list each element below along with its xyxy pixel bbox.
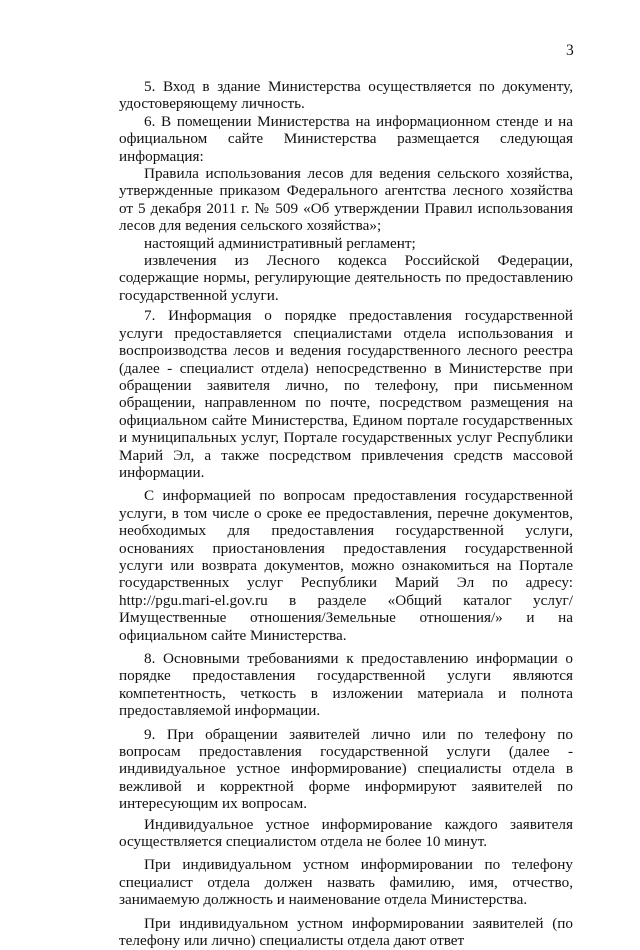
page-number: 3: [566, 42, 574, 59]
list-item-forest-code: извлечения из Лесного кодекса Российской Федерации, содержащие нормы, регулирующие деятельность по предоставлению государственной услуги.: [119, 252, 573, 304]
list-item-regulation: настоящий административный регламент;: [144, 234, 416, 252]
paragraph-5: 5. Вход в здание Министерства осуществляется по документу, удостоверяющему личность.: [119, 78, 573, 113]
paragraph-8: 8. Основными требованиями к предоставлению информации о порядке предоставления государственной услуги являются компетентность, четкость в изложении материала и полнота предоставляемой информации.: [119, 650, 573, 720]
paragraph-individual-time: Индивидуальное устное информирование каждого заявителя осуществляется специалистом отдела не более 10 минут.: [119, 815, 573, 851]
paragraph-portal-info: С информацией по вопросам предоставления государственной услуги, в том числе о сроке ее предоставления, перечне документов, необходимых для предоставления государственной услуги, основаниях приостановления предоставления государственной услуги или возврата документов, можно ознакомиться на Портале государственных услуг Республики Марий Эл по адресу: http://pgu.mari-el.gov.ru в разделе «Общий каталог услуг/Имущественные отношения/Земельные отношения/» и на официальном сайте Министерства.: [119, 487, 573, 644]
list-item-forest-rules: Правила использования лесов для ведения сельского хозяйства, утвержденные приказом Федерального агентства лесного хозяйства от 5 декабря 2011 г. № 509 «Об утверждении Правил использования лесов для ведения сельского хозяйства»;: [119, 165, 573, 235]
paragraph-9: 9. При обращении заявителей лично или по телефону по вопросам предоставления государственной услуги (далее - индивидуальное устное информирование) специалисты отдела в вежливой и корректной форме информируют заявителей по интересующим их вопросам.: [119, 725, 573, 813]
document-body: [119, 78, 573, 950]
paragraph-7: 7. Информация о порядке предоставления государственной услуги предоставляется специалистами отдела использования и воспроизводства лесов и ведения государственного лесного реестра (далее - специалист отдела) непосредственно в Министерстве при обращении заявителя лично, по телефону, при письменном обращении, направленном по почте, посредством размещения на официальном сайте Министерства, Едином портале государственных и муниципальных услуг, Портале государственных услуг Республики Марий Эл, а также посредством привлечения средств массовой информации.: [119, 307, 573, 481]
paragraph-answer: При индивидуальном устном информировании заявителей (по телефону или лично) специалисты отдела дают ответ: [119, 914, 573, 950]
paragraph-6: 6. В помещении Министерства на информационном стенде и на официальном сайте Министерства размещается следующая информация:: [119, 112, 573, 165]
paragraph-phone-info: При индивидуальном устном информировании по телефону специалист отдела должен назвать фамилию, имя, отчество, занимаемую должность и наименование отдела Министерства.: [119, 856, 573, 909]
